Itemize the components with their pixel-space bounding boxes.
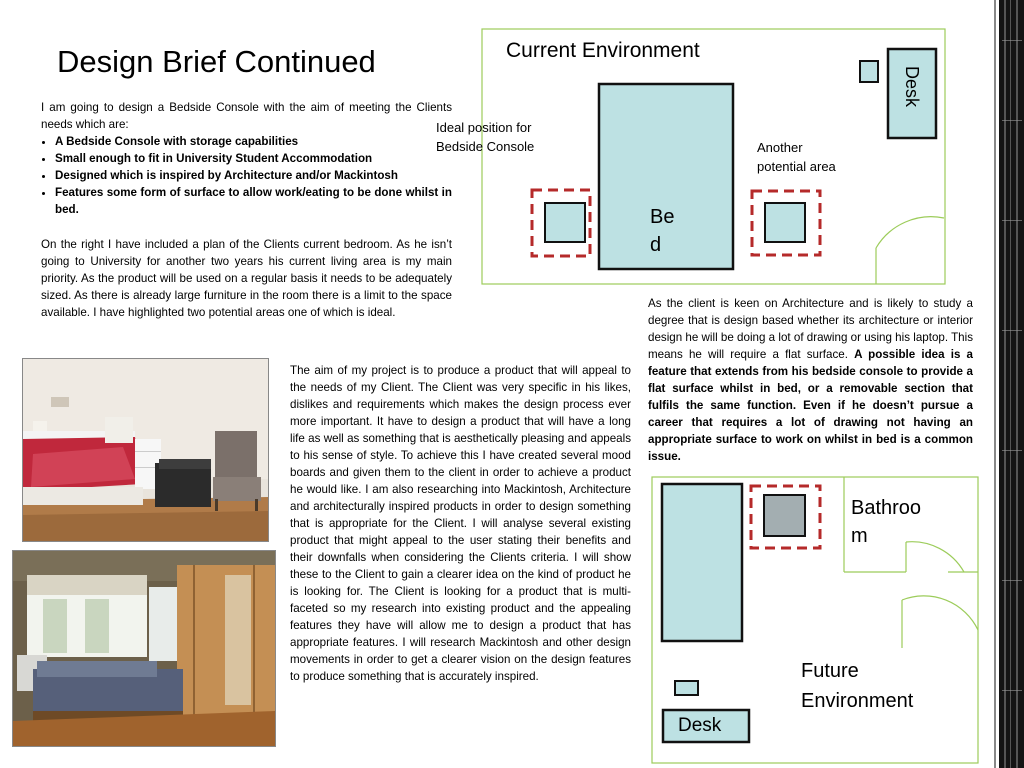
bedside-console-shape	[545, 203, 585, 242]
bedroom-photo-2	[12, 550, 276, 747]
right-paragraph-normal: As the client is keen on Architecture and is likely to study a degree that is design based whether its architecture or interior design he will be doing a lot of drawing or using his laptop. This means he will require a flat surface.	[648, 297, 973, 361]
door-swing	[876, 217, 944, 248]
list-item: • A Bedside Console with storage capabilities	[55, 133, 452, 150]
ideal-position-label	[436, 118, 534, 156]
desk-label: Desk	[902, 66, 922, 108]
ideal-label-line: Ideal position for	[436, 120, 532, 135]
list-item: • Small enough to fit in University Student Accommodation	[55, 150, 452, 167]
bathroom-label-line: Bathroo	[851, 497, 922, 519]
requirements-list	[41, 133, 452, 218]
another-label-line: potential area	[757, 159, 836, 174]
bed-label	[650, 203, 674, 259]
future-title-line: Future	[801, 660, 859, 682]
bedroom-photo-1	[22, 358, 269, 542]
bedroom-photo-1-image	[23, 359, 268, 541]
bed-label-line: d	[650, 234, 662, 256]
list-item: • Designed which is inspired by Architecture and/or Mackintosh	[55, 167, 452, 184]
intro-lead: I am going to design a Bedside Console with the aim of meeting the Clients needs which are:	[41, 101, 452, 131]
right-paragraph-bold: A possible idea is a feature that extends from his bedside console to provide a flat surface whilst in bed, or a removable section that fulfils the same function. Even if he doesn’t pursue a career that requires a lot of drawing not having an appropriate surface to work on whilst in bed is a common issue.	[648, 348, 973, 463]
intro-block	[41, 99, 452, 218]
chair-shape	[675, 681, 698, 695]
ideal-label-line: Bedside Console	[436, 139, 535, 154]
right-paragraph	[648, 295, 973, 465]
current-environment-title: Current Environment	[506, 39, 700, 62]
another-label-line: Another	[757, 140, 803, 155]
future-title-line: Environment	[801, 690, 914, 712]
future-environment-title	[801, 656, 913, 716]
another-area-label	[757, 138, 836, 176]
future-desk-label: Desk	[678, 715, 722, 736]
chair-shape	[860, 61, 878, 82]
bed-label-line: Be	[650, 206, 675, 228]
bathroom-label-line: m	[851, 525, 868, 547]
plan-paragraph: On the right I have included a plan of the Clients current bedroom. As he isn’t going to University for another two years his current living area is my main priority. As the product will be used on a regular basis it needs to be adequately sized. As there is already large furniture in the room there is a limit to the space available. I have highlighted two potential areas one of which is ideal.	[41, 238, 452, 319]
room-door-swing	[902, 596, 978, 630]
page-title: Design Brief Continued	[57, 44, 376, 79]
bed-shape	[662, 484, 742, 641]
bedroom-photo-2-image	[13, 551, 275, 746]
list-item: • Features some form of surface to allow work/eating to be done whilst in bed.	[55, 184, 452, 218]
bedside-console-shape	[765, 203, 805, 242]
bathroom-label	[851, 494, 921, 550]
decorative-edge	[990, 0, 1024, 768]
main-paragraph: The aim of my project is to produce a product that will appeal to the needs of my Client. The Client was very specific in his likes, dislikes and requirements which makes the design process ever more important. It have to design a product that will have a long life as well as something that is aesthetically pleasing and appeals to his sense of style. To achieve this I have created several mood boards and given them to the client in order to achieve a product he would like. I am also researching into Mackintosh, Architecture and architecturally inspired products in order to design something that is appropriate for the Client. I will analyse several existing product that might appeal to the user stating their benefits and their downfalls when considering the Clients criteria. I will show these to the Client to gain a clearer idea on the kind of product he is looking for. The Client is looking for a product that is multi-faceted so my research into existing product and the appealing features they have will allow me to design a product that has appropriate features. I will research Mackintosh and other design movements in order to get a clearer vision on the design features to produce something that is accurately inspired.	[290, 364, 631, 683]
bedside-console-shape	[764, 495, 805, 536]
